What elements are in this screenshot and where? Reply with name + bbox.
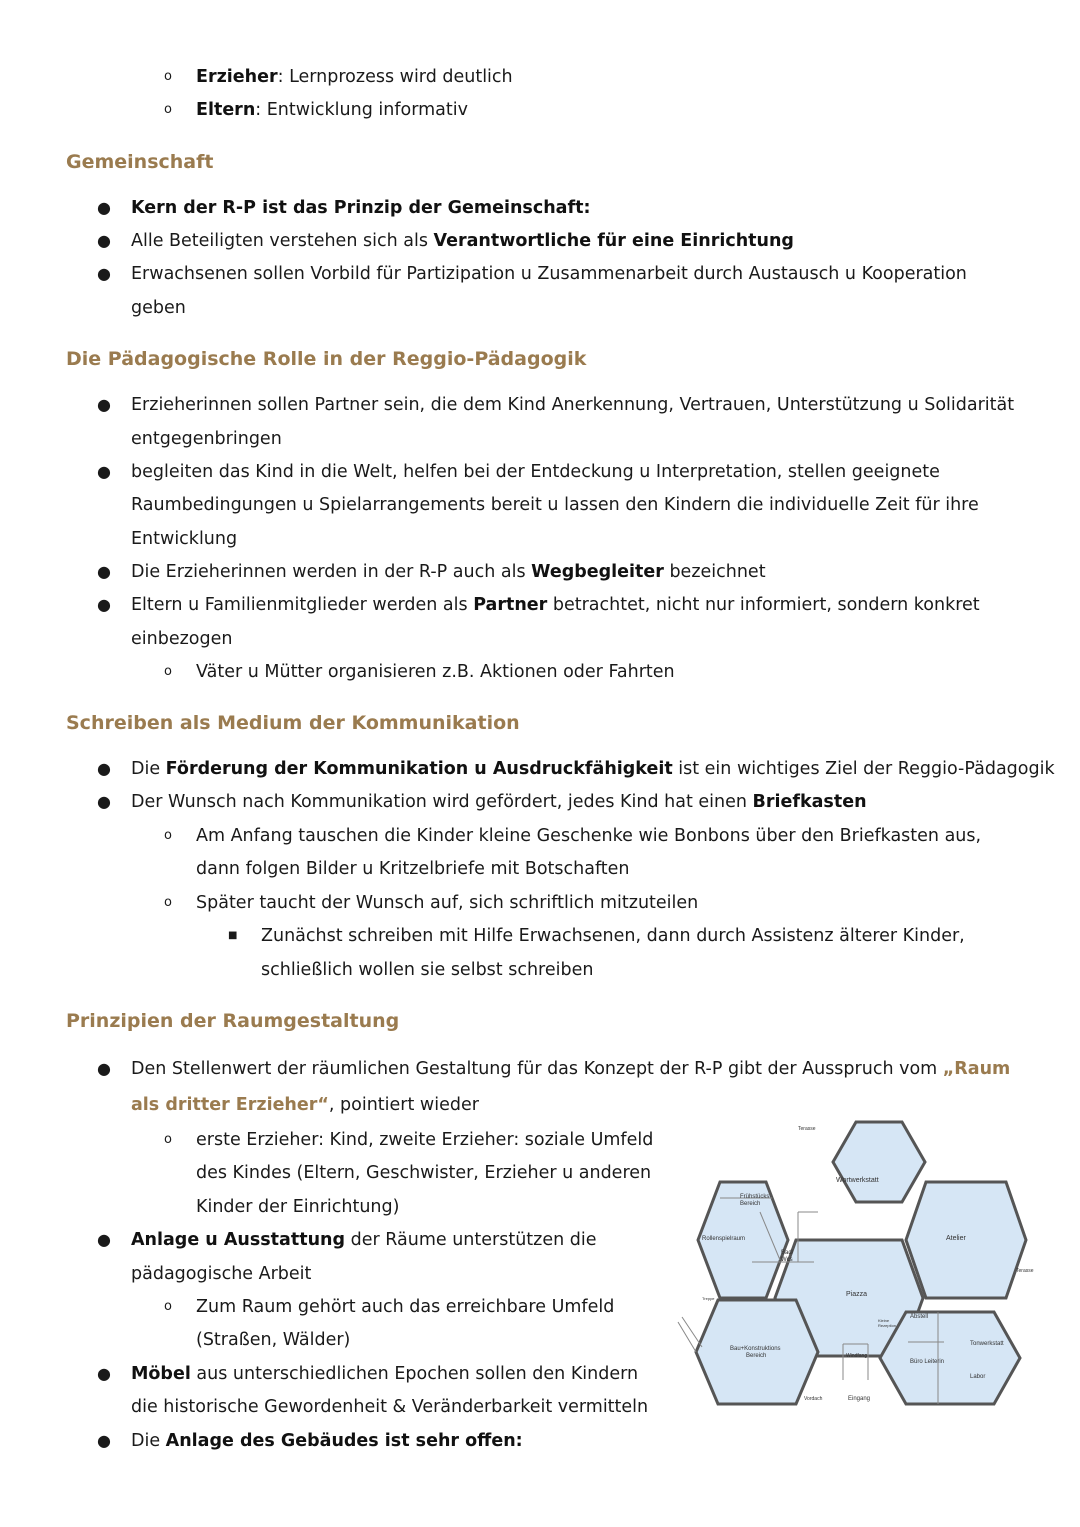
list-item-continued: die historische Gewordenheit & Veränderbarkeit vermitteln <box>131 1397 649 1417</box>
list-item: Eltern u Familienmitglieder werden als Partner betrachtet, nicht nur informiert, sondern konkret <box>131 595 980 615</box>
list-item: Die Anlage des Gebäudes ist sehr offen: <box>131 1431 523 1451</box>
bullet-dot: ● <box>97 1431 111 1450</box>
bullet-circle: o <box>164 69 172 84</box>
room-wortwerkstatt <box>833 1122 925 1202</box>
label-bad-1: Bad/ <box>781 1250 794 1256</box>
list-item: Den Stellenwert der räumlichen Gestaltung für das Konzept der R-P gibt der Ausspruch vom „Raum <box>131 1059 1011 1079</box>
list-item-continued: des Kindes (Eltern, Geschwister, Erzieher u anderen <box>196 1163 652 1183</box>
list-item: Kern der R-P ist das Prinzip der Gemeinschaft: <box>131 198 591 218</box>
bullet-dot: ● <box>97 231 111 250</box>
list-item-continued: Entwicklung <box>131 529 238 549</box>
bullet-dot: ● <box>97 264 111 283</box>
bullet-dot: ● <box>97 595 111 614</box>
list-item: Erzieherinnen sollen Partner sein, die dem Kind Anerkennung, Vertrauen, Unterstützung u Solidarität <box>131 395 1015 415</box>
label-bau-2: Bereich <box>746 1353 767 1359</box>
section-heading-raum: Prinzipien der Raumgestaltung <box>66 1010 400 1032</box>
bullet-dot: ● <box>97 1059 111 1078</box>
list-item-continued: geben <box>131 298 186 318</box>
floorplan-diagram <box>668 1112 1040 1418</box>
label-rollenspiel: Rollenspielraum <box>702 1236 746 1242</box>
list-item-continued: als dritter Erzieher“, pointiert wieder <box>131 1095 479 1115</box>
label-rezeption-2: Rezeption <box>878 1323 897 1328</box>
list-item: Der Wunsch nach Kommunikation wird gefördert, jedes Kind hat einen Briefkasten <box>131 792 867 812</box>
section-heading-schreiben: Schreiben als Medium der Kommunikation <box>66 712 520 734</box>
label-eingang: Eingang <box>848 1396 871 1402</box>
list-item-continued: (Straßen, Wälder) <box>196 1330 351 1350</box>
bullet-dot: ● <box>97 1364 111 1383</box>
label-tonwerkstatt: Tonwerkstatt <box>970 1341 1004 1347</box>
label-fruehstueck-1: Frühstücks <box>740 1194 770 1200</box>
label-bad-2: Wcs <box>781 1257 793 1263</box>
bullet-circle: o <box>164 664 172 679</box>
section-heading-gemeinschaft: Gemeinschaft <box>66 151 214 173</box>
room-buero <box>880 1312 1020 1404</box>
bullet-dot: ● <box>97 395 111 414</box>
list-item-continued: Kinder der Einrichtung) <box>196 1197 400 1217</box>
label-vordach: Vordach <box>804 1396 823 1402</box>
bullet-dot: ● <box>97 198 111 217</box>
label-abstell: Abstell <box>910 1314 929 1320</box>
list-item: Eltern: Entwicklung informativ <box>196 100 468 120</box>
list-item: Väter u Mütter organisieren z.B. Aktionen oder Fahrten <box>196 662 675 682</box>
label-piazza: Piazza <box>846 1291 868 1298</box>
list-item: Möbel aus unterschiedlichen Epochen sollen den Kindern <box>131 1364 639 1384</box>
room-bau <box>696 1300 818 1404</box>
room-atelier <box>906 1182 1026 1298</box>
list-item: erste Erzieher: Kind, zweite Erzieher: soziale Umfeld <box>196 1130 654 1150</box>
label-wortwerkstatt: Wortwerkstatt <box>836 1177 879 1184</box>
list-item: Zum Raum gehört auch das erreichbare Umfeld <box>196 1297 615 1317</box>
bullet-dot: ● <box>97 1230 111 1249</box>
label-terrasse-right: Terasse <box>1016 1268 1034 1274</box>
list-item: Später taucht der Wunsch auf, sich schriftlich mitzuteilen <box>196 893 699 913</box>
bullet-square: ■ <box>228 930 238 941</box>
bullet-dot: ● <box>97 792 111 811</box>
list-item-continued: einbezogen <box>131 629 233 649</box>
bullet-circle: o <box>164 1132 172 1147</box>
bullet-circle: o <box>164 895 172 910</box>
list-item: Alle Beteiligten verstehen sich als Verantwortliche für eine Einrichtung <box>131 231 794 251</box>
label-buero: Büro Leiterin <box>910 1359 945 1365</box>
bullet-circle: o <box>164 1299 172 1314</box>
list-item: Die Förderung der Kommunikation u Ausdruckfähigkeit ist ein wichtiges Ziel der Reggio-Pädagogik <box>131 759 1055 779</box>
label-treppe: Treppe <box>702 1296 715 1301</box>
bullet-circle: o <box>164 102 172 117</box>
label-rezeption-1: Kleine <box>878 1318 890 1323</box>
list-item-continued: pädagogische Arbeit <box>131 1264 312 1284</box>
label-labor: Labor <box>970 1374 986 1380</box>
list-item: Am Anfang tauschen die Kinder kleine Geschenke wie Bonbons über den Briefkasten aus, <box>196 826 982 846</box>
list-item: Zunächst schreiben mit Hilfe Erwachsenen, dann durch Assistenz älterer Kinder, <box>261 926 965 946</box>
list-item: Erzieher: Lernprozess wird deutlich <box>196 67 513 87</box>
bullet-circle: o <box>164 828 172 843</box>
bullet-dot: ● <box>97 759 111 778</box>
list-item-continued: Raumbedingungen u Spielarrangements bereit u lassen den Kindern die individuelle Zeit für ihre <box>131 495 979 515</box>
label-terrasse-top: Terasse <box>798 1126 816 1132</box>
label-atelier: Atelier <box>946 1235 966 1242</box>
list-item-continued: schließlich wollen sie selbst schreiben <box>261 960 594 980</box>
list-item-continued: dann folgen Bilder u Kritzelbriefe mit Botschaften <box>196 859 630 879</box>
label-fruehstueck-2: Bereich <box>740 1201 761 1207</box>
list-item: begleiten das Kind in die Welt, helfen bei der Entdeckung u Interpretation, stellen geeignete <box>131 462 940 482</box>
list-item: Anlage u Ausstattung der Räume unterstützen die <box>131 1230 597 1250</box>
list-item: Die Erzieherinnen werden in der R-P auch als Wegbegleiter bezeichnet <box>131 562 766 582</box>
bullet-dot: ● <box>97 462 111 481</box>
list-item: Erwachsenen sollen Vorbild für Partizipation u Zusammenarbeit durch Austausch u Kooperation <box>131 264 967 284</box>
list-item-continued: entgegenbringen <box>131 429 282 449</box>
label-windfang: Windfang <box>846 1353 868 1359</box>
label-bau-1: Bau+Konstruktions <box>730 1346 781 1352</box>
bullet-dot: ● <box>97 562 111 581</box>
section-heading-rolle: Die Pädagogische Rolle in der Reggio-Pädagogik <box>66 348 587 370</box>
